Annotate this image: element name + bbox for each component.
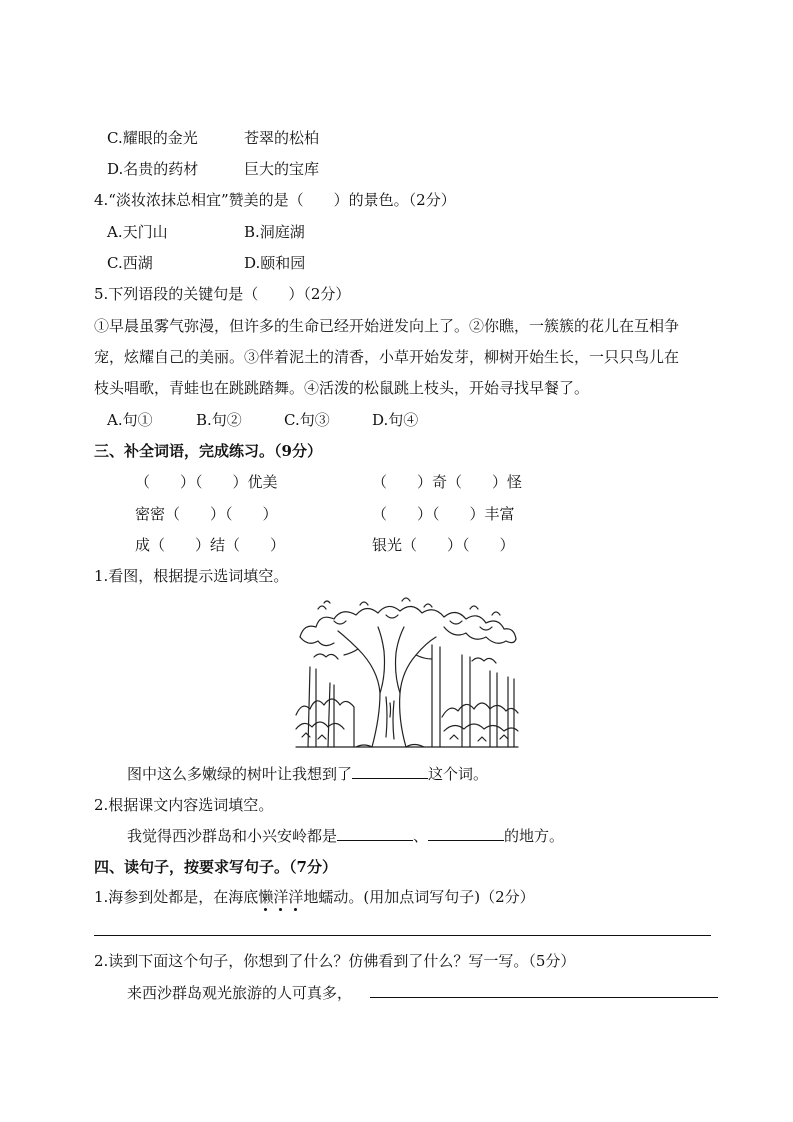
q2-sentence-mid: 、 bbox=[413, 827, 429, 845]
q5-stem: 5.下列语段的关键句是（ ）（2分） bbox=[94, 285, 351, 303]
word-fill-5: 成（ ）结（ ） bbox=[135, 536, 286, 554]
q2-sentence-after: 的地方。 bbox=[504, 827, 565, 845]
q4-stem: 4.“淡妆浓抹总相宜”赞美的是（ ）的景色。（2分） bbox=[94, 191, 456, 209]
q5-passage-line-2: 宠，炫耀自己的美丽。③伴着泥土的清香，小草开始发芽，柳树开始生长，一只只鸟儿在 bbox=[94, 348, 680, 366]
section-4-q2-prompt: 来西沙群岛观光旅游的人可真多， bbox=[127, 984, 353, 1002]
q4-option-a: A.天门山 bbox=[107, 223, 168, 241]
s4-q2-answer-line[interactable] bbox=[370, 997, 718, 998]
word-fill-3: 密密（ ）（ ） bbox=[135, 505, 278, 523]
q4-option-d: D.颐和园 bbox=[244, 254, 306, 272]
word-fill-2: （ ）奇（ ）怪 bbox=[372, 473, 523, 491]
q5-option-b: B.句② bbox=[196, 411, 242, 429]
section-3-q1-sentence bbox=[127, 764, 488, 784]
q5-option-d: D.句④ bbox=[372, 411, 419, 429]
q5-passage-line-1: ①早晨虽雾气弥漫，但许多的生命已经开始迸发向上了。②你瞧，一簇簇的花儿在互相争 bbox=[94, 317, 680, 335]
section-4-q2-stem: 2.读到下面这个句子，你想到了什么？仿佛看到了什么？写一写。（5分） bbox=[94, 952, 576, 970]
q3-option-d-label: D.名贵的药材 bbox=[107, 160, 199, 178]
word-fill-1: （ ）（ ）优美 bbox=[135, 473, 278, 491]
q2-answer-blank-1[interactable] bbox=[337, 826, 413, 841]
dotted-char-1: 懒 bbox=[258, 888, 274, 906]
section-3-q1-stem: 1.看图，根据提示选词填空。 bbox=[94, 567, 289, 585]
q1-answer-blank[interactable] bbox=[352, 764, 428, 779]
forest-trees-illustration bbox=[294, 597, 520, 751]
s4-q1-answer-line[interactable] bbox=[94, 935, 711, 936]
q3-option-c-value: 苍翠的松柏 bbox=[244, 129, 320, 147]
q4-option-b: B.洞庭湖 bbox=[244, 223, 305, 241]
s4-q1-pre: 1.海参到处都是，在海底 bbox=[94, 888, 259, 906]
s4-q1-post: 地蠕动。(用加点词写句子)（2分） bbox=[303, 888, 535, 906]
q1-sentence-after: 这个词。 bbox=[428, 765, 489, 783]
dotted-char-2: 洋 bbox=[273, 888, 289, 906]
word-fill-4: （ ）（ ）丰富 bbox=[372, 505, 515, 523]
section-3-q2-sentence bbox=[127, 826, 564, 846]
section-3-heading: 三、补全词语，完成练习。（9分） bbox=[94, 442, 322, 460]
q5-option-c: C.句③ bbox=[284, 411, 330, 429]
section-4-q1 bbox=[94, 887, 535, 907]
q5-option-a: A.句① bbox=[107, 411, 153, 429]
q2-answer-blank-2[interactable] bbox=[428, 826, 504, 841]
q2-sentence-before: 我觉得西沙群岛和小兴安岭都是 bbox=[127, 827, 338, 845]
q3-option-c-label: C.耀眼的金光 bbox=[107, 129, 198, 147]
section-4-heading: 四、读句子，按要求写句子。（7分） bbox=[94, 858, 337, 876]
dotted-char-3: 洋 bbox=[288, 888, 304, 906]
q5-passage-line-3: 枝头唱歌，青蛙也在跳跳踏舞。④活泼的松鼠跳上枝头，开始寻找早餐了。 bbox=[94, 379, 590, 397]
section-3-q2-stem: 2.根据课文内容选词填空。 bbox=[94, 796, 274, 814]
q1-sentence-before: 图中这么多嫩绿的树叶让我想到了 bbox=[127, 765, 353, 783]
q4-option-c: C.西湖 bbox=[107, 254, 153, 272]
word-fill-6: 银光（ ）（ ） bbox=[372, 536, 515, 554]
q3-option-d-value: 巨大的宝库 bbox=[244, 160, 320, 178]
